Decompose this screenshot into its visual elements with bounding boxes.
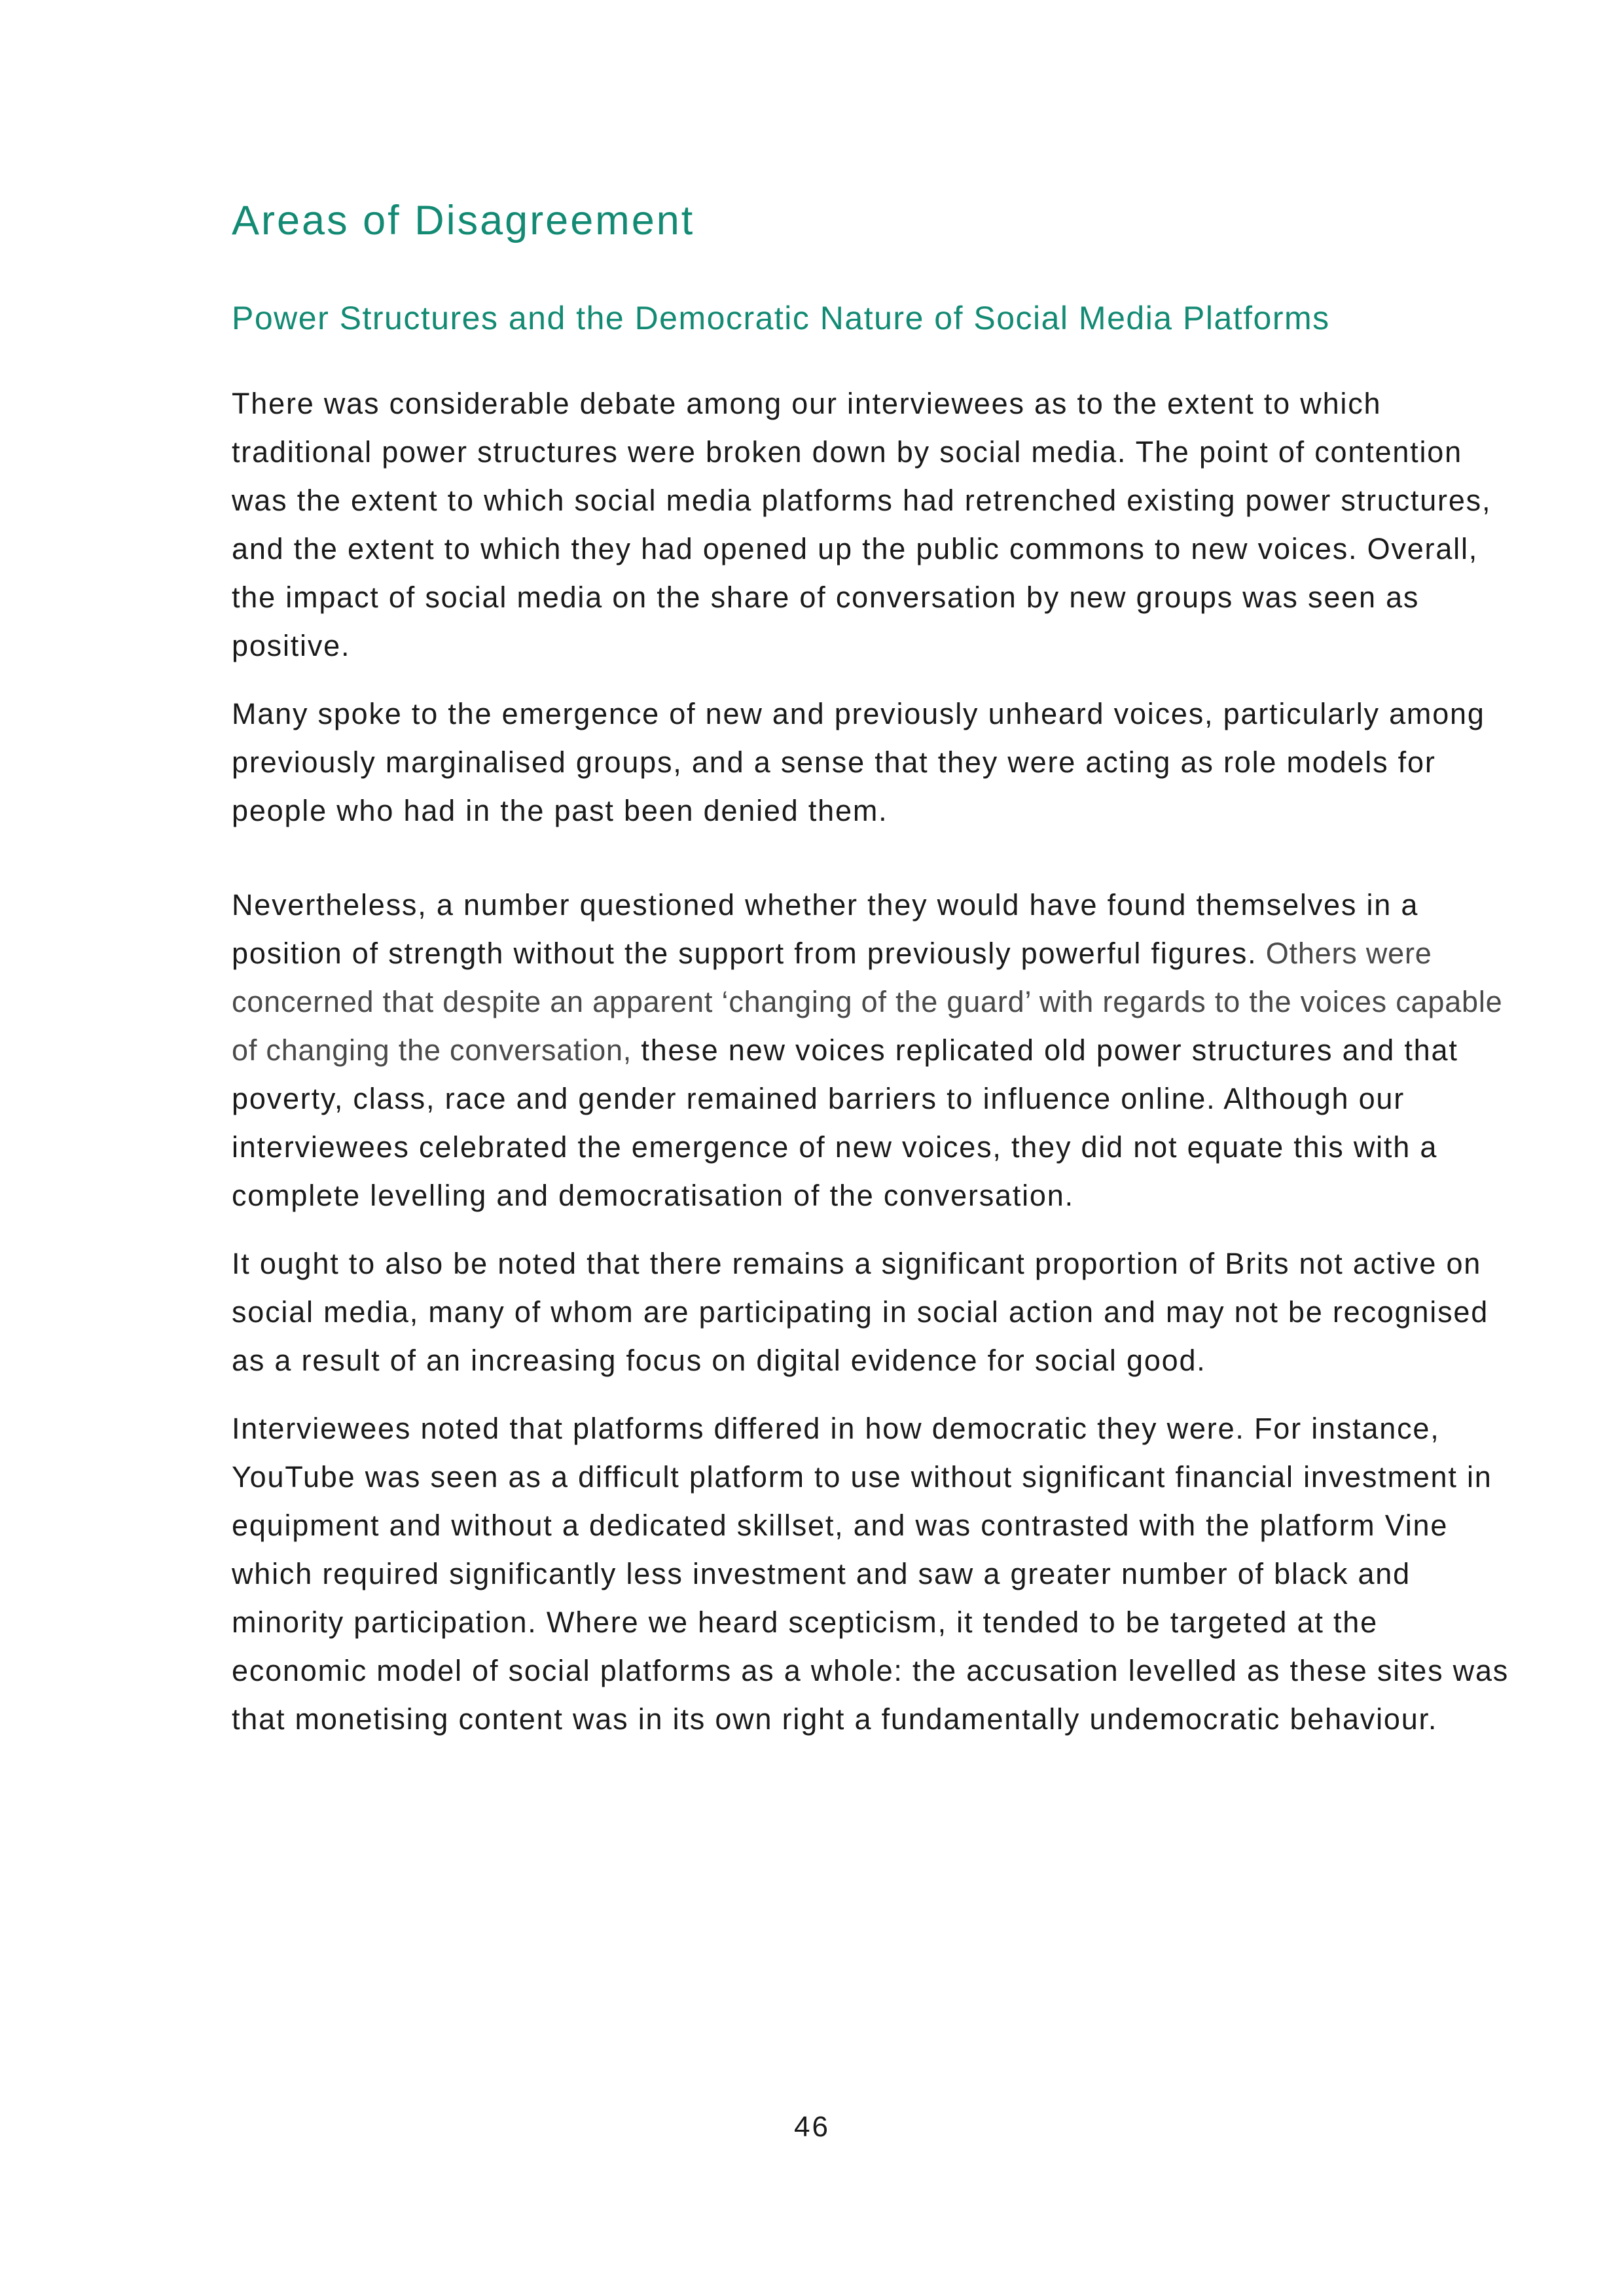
paragraph-nevertheless-part2: Others were concerned that despite an apparent ‘changing of the guard’ with regards to the voices capable of changing the conversation, [232, 936, 1503, 1067]
paragraph-platforms-differed: Interviewees noted that platforms differed in how democratic they were. For instance, YouTube was seen as a difficult platform to use without significant financial investment in equipment and without a dedicated skillset, and was contrasted with the platform Vine which required significantly less investment and saw a greater number of black and minority participation. Where we heard scepticism, it tended to be targeted at the economic model of social platforms as a whole: the accusation levelled as these sites was that monetising content was in its own right a fundamentally undemocratic behaviour. [232, 1411, 1509, 1736]
paragraph-brits-not-active: It ought to also be noted that there remains a significant proportion of Brits not active on social media, many of whom are participating in social action and may not be recognised as a result of an increasing focus on digital evidence for social good. [232, 1246, 1489, 1377]
document-page [232, 196, 1515, 1763]
paragraph-new-voices: Many spoke to the emergence of new and previously unheard voices, particularly among previously marginalised groups, and a sense that they were acting as role models for people who had in the past been denied them. [232, 696, 1485, 827]
page-number: 46 [794, 2111, 830, 2143]
paragraph-nevertheless-part3: these new voices replicated old power structures and that poverty, class, race and gender remained barriers to influence online. Although our interviewees celebrated the emergence of new voices, they did not equate this with a complete levelling and democratisation of the conversation. [232, 1033, 1458, 1212]
paragraph-nevertheless [232, 881, 1515, 1220]
paragraph-power-structures-debate: There was considerable debate among our interviewees as to the extent to which traditional power structures were broken down by social media. The point of contention was the extent to which social media platforms had retrenched existing power structures, and the extent to which they had opened up the public commons to new voices. Overall, the impact of social media on the share of conversation by new groups was seen as positive. [232, 386, 1492, 662]
section-heading: Areas of Disagreement [232, 198, 695, 243]
paragraph-nevertheless-part1: Nevertheless, a number questioned whether they would have found themselves in a position of strength without the support from previously powerful figures. [232, 888, 1419, 970]
section-subheading: Power Structures and the Democratic Nature of Social Media Platforms [232, 299, 1330, 336]
